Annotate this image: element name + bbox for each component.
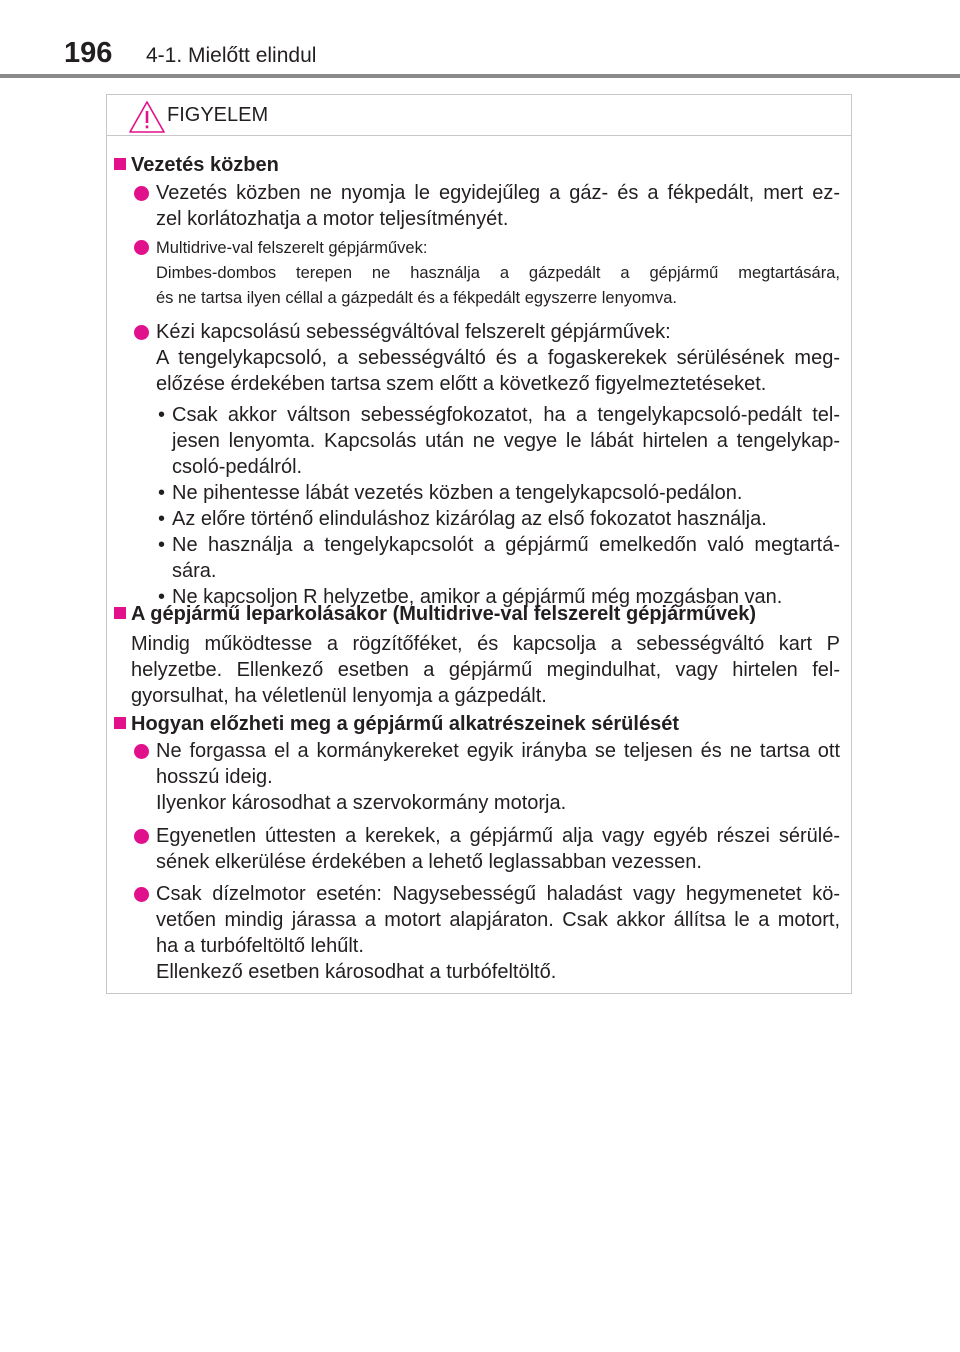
section-title: 4-1. Mielőtt elindul (146, 44, 317, 67)
page-number: 196 (64, 37, 113, 69)
paragraph-line: Ne pihentesse lábát vezetés közben a tengelykapcsoló-pedálon. (172, 482, 743, 504)
paragraph-line: sének elkerülése érdekében a lehető leglassabban vezessen. (156, 851, 702, 873)
paragraph-line: csoló-pedálról. (172, 456, 303, 478)
paragraph-line: Ne használja a tengelykapcsolót a gépjármű emelkedőn való megtartá- (172, 534, 840, 556)
paragraph-line: és ne tartsa ilyen céllal a gázpedált és a fékpedált egyszerre lenyomva. (156, 289, 677, 307)
bullet-dot (134, 186, 149, 201)
paragraph-line: Ilyenkor károsodhat a szervokormány motorja. (156, 792, 567, 814)
warning-header (107, 95, 851, 136)
warning-triangle-icon (127, 99, 167, 135)
paragraph-line: sára. (172, 560, 217, 582)
section-marker (114, 717, 126, 729)
paragraph-line: vetően mindig járassa a motort alapjáraton. Csak akkor állítsa le a motort, (156, 909, 840, 931)
paragraph-line: A tengelykapcsoló, a sebességváltó és a fogaskerekek sérülésének meg- (156, 347, 840, 369)
sub-bullet: • (158, 482, 166, 504)
page-header (0, 0, 960, 80)
paragraph-line: zel korlátozhatja a motor teljesítményét. (156, 208, 509, 230)
paragraph-line: Ellenkező esetben károsodhat a turbófeltöltő. (156, 961, 557, 983)
sub-bullet: • (158, 586, 166, 608)
paragraph-line: Ne kapcsoljon R helyzetbe, amikor a gépjármű még mozgásban van. (172, 586, 783, 608)
paragraph-line: Ne forgassa el a kormánykereket egyik irányba se teljesen és ne tartsa ott (156, 740, 840, 762)
paragraph-line: Csak akkor váltson sebességfokozatot, ha a tengelykapcsoló-pedált tel- (172, 404, 840, 426)
section-heading: Hogyan előzheti meg a gépjármű alkatrészeinek sérülését (131, 713, 679, 735)
bullet-dot (134, 887, 149, 902)
paragraph-line: Multidrive-val felszerelt gépjárművek: (156, 239, 428, 257)
paragraph-line: ha a turbófeltöltő lehűlt. (156, 935, 364, 957)
section-marker (114, 158, 126, 170)
sub-bullet: • (158, 404, 166, 426)
paragraph-line: Egyenetlen úttesten a kerekek, a gépjármű alja vagy egyéb részei sérülé- (156, 825, 840, 847)
paragraph-line: Az előre történő elinduláshoz kizárólag az első fokozatot használja. (172, 508, 767, 530)
sub-bullet: • (158, 534, 166, 556)
warning-title: FIGYELEM (167, 104, 269, 126)
bullet-dot (134, 325, 149, 340)
paragraph-line: Mindig működtesse a rögzítőféket, és kapcsolja a sebességváltó kart P (131, 633, 840, 655)
bullet-dot (134, 744, 149, 759)
paragraph-line: gyorsulhat, ha véletlenül lenyomja a gázpedált. (131, 685, 547, 707)
paragraph-line: Dimbes-dombos terepen ne használja a gázpedált a gépjármű megtartására, (156, 264, 840, 282)
paragraph-line: Vezetés közben ne nyomja le egyidejűleg a gáz- és a fékpedált, mert ez- (156, 182, 840, 204)
header-rule (0, 74, 960, 78)
section-heading: Vezetés közben (131, 154, 279, 176)
section-heading: A gépjármű leparkolásakor (Multidrive-val felszerelt gépjárművek) (131, 603, 757, 625)
bullet-dot (134, 240, 149, 255)
paragraph-line: Csak dízelmotor esetén: Nagysebességű haladást vagy hegymenetet kö- (156, 883, 840, 905)
sub-bullet: • (158, 508, 166, 530)
paragraph-line: hosszú ideig. (156, 766, 273, 788)
section-marker (114, 607, 126, 619)
paragraph-line: Kézi kapcsolású sebességváltóval felszerelt gépjárművek: (156, 321, 671, 343)
paragraph-line: jesen lenyomta. Kapcsolás után ne vegye le lábát hirtelen a tengelykap- (172, 430, 840, 452)
bullet-dot (134, 829, 149, 844)
paragraph-line: előzése érdekében tartsa szem előtt a következő figyelmeztetéseket. (156, 373, 767, 395)
paragraph-line: helyzetbe. Ellenkező esetben a gépjármű megindulhat, vagy hirtelen fel- (131, 659, 840, 681)
